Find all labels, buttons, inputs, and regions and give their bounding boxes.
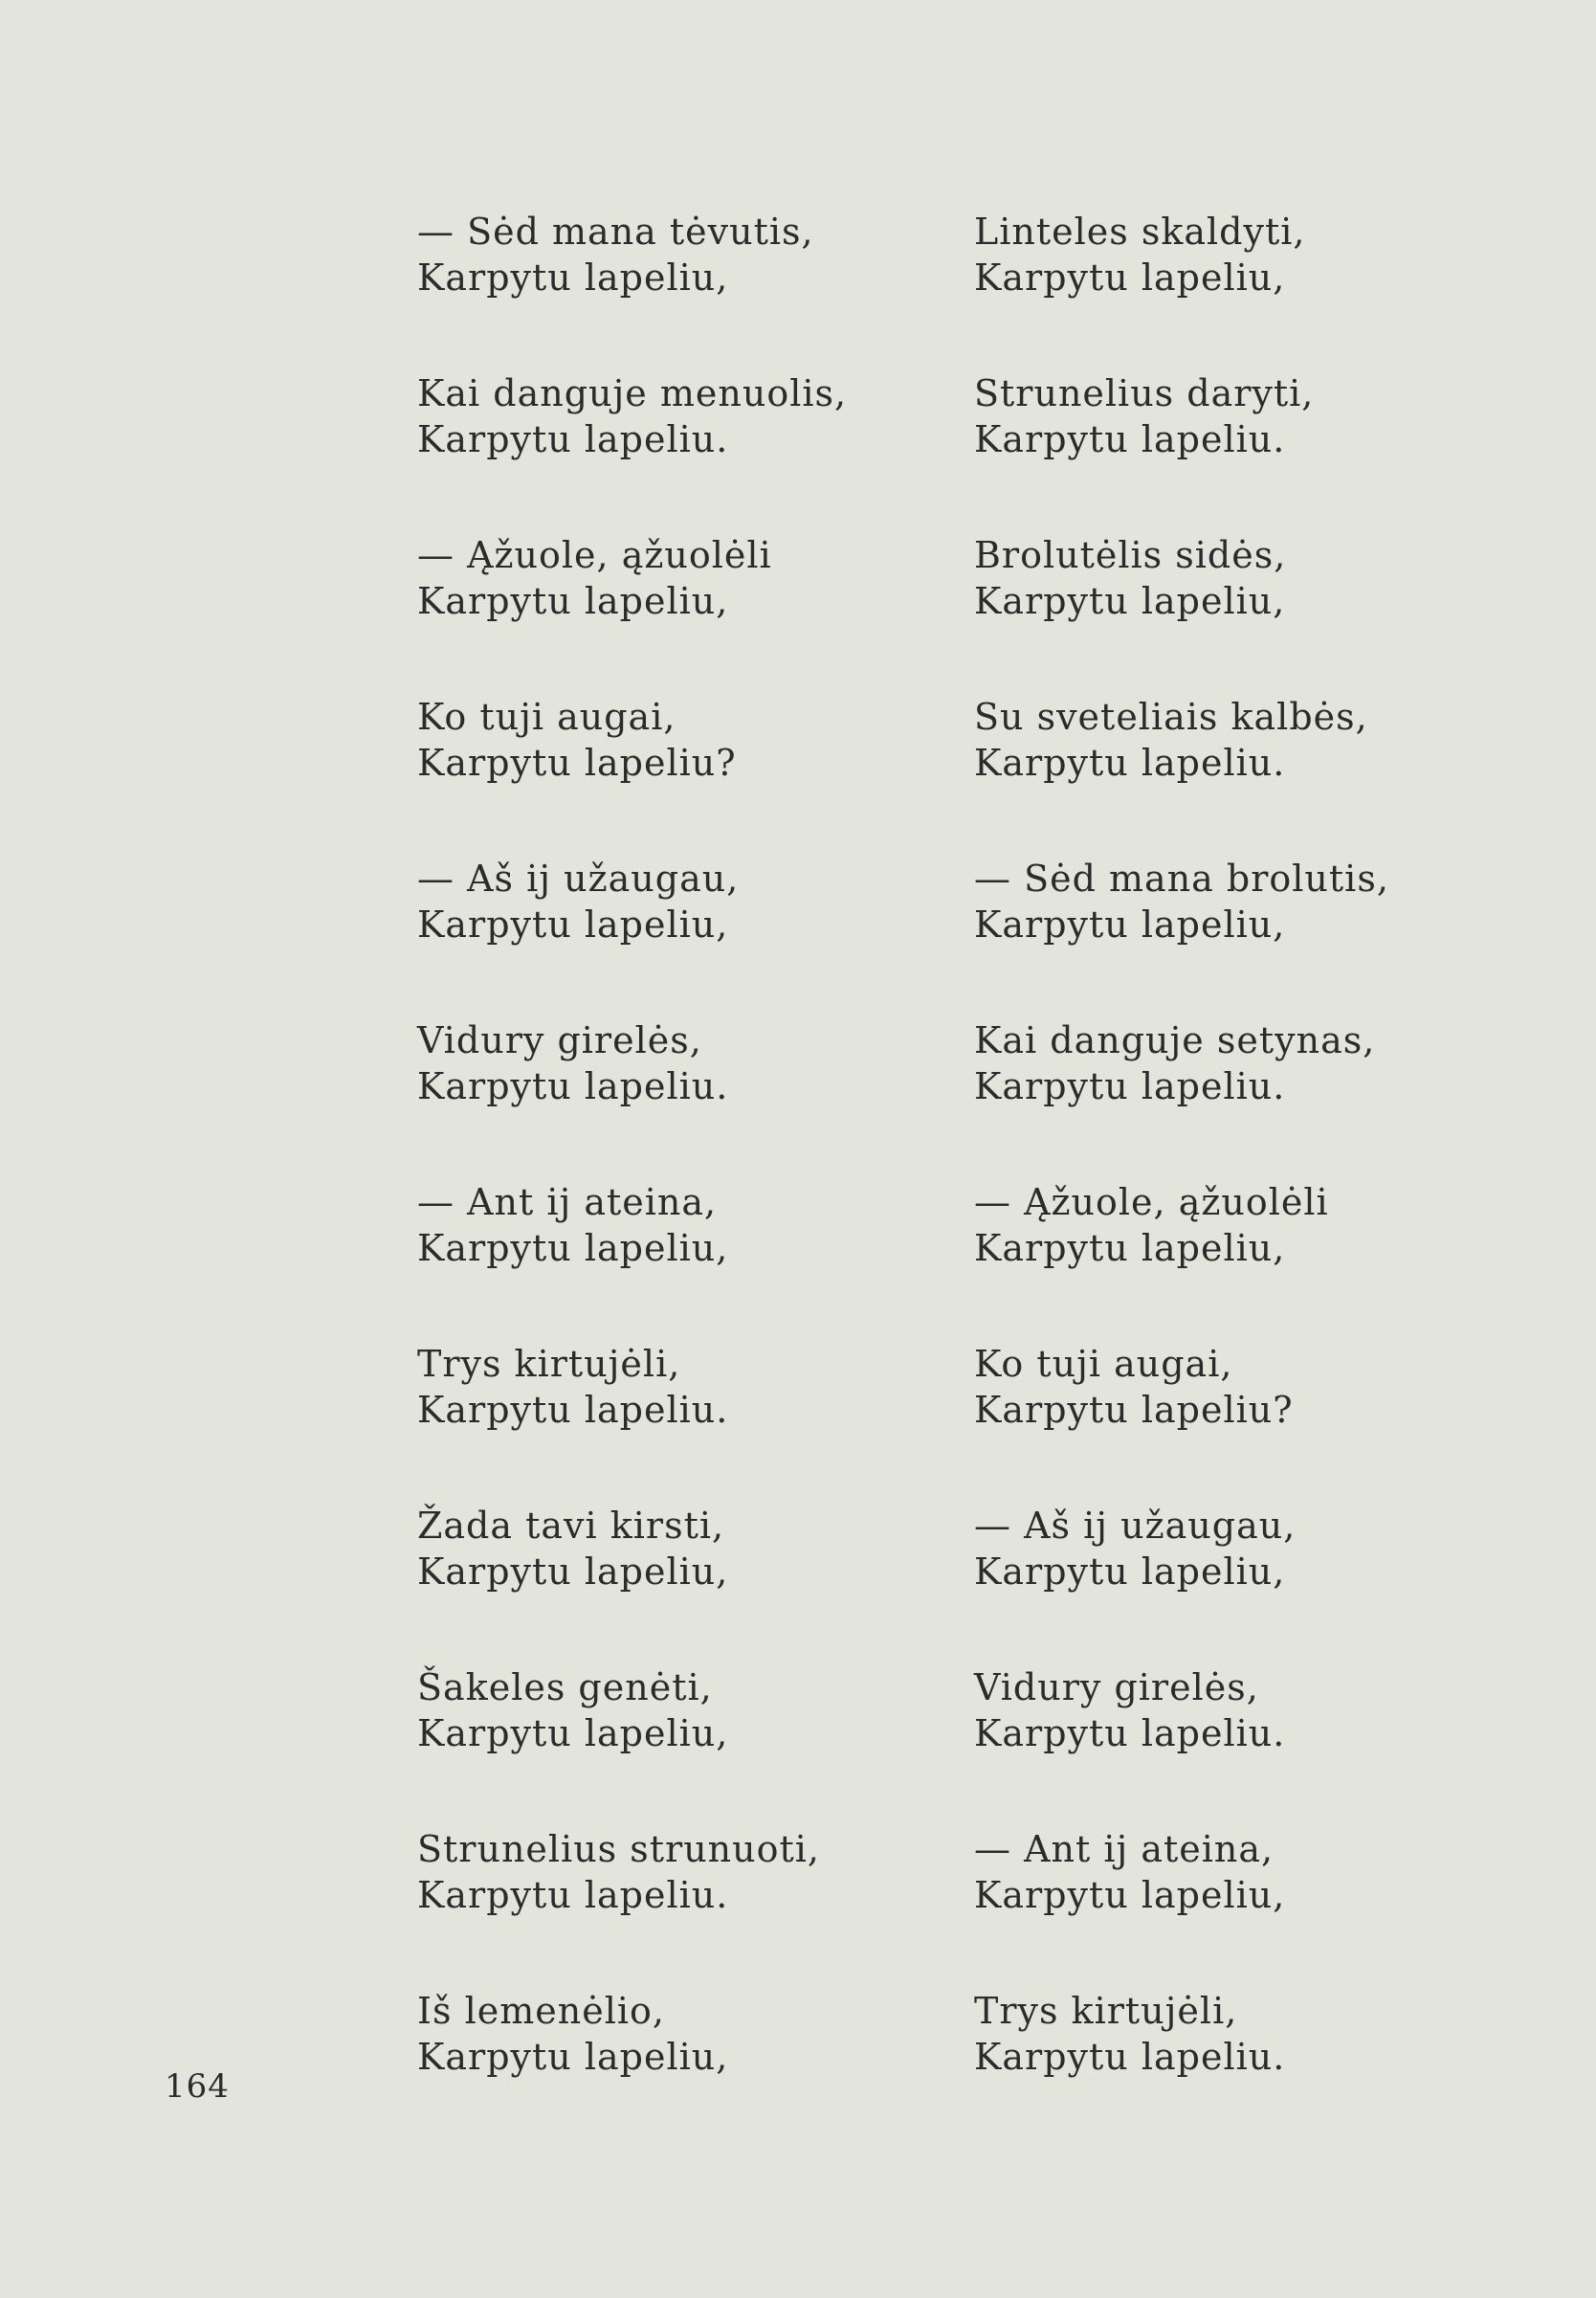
stanza <box>974 370 1389 532</box>
stanza <box>974 1988 1389 2150</box>
verse-line: Karpytu lapeliu. <box>974 418 1286 460</box>
verse-line: Su sveteliais kalbės, <box>974 696 1368 738</box>
stanza <box>417 1826 847 1988</box>
right-column <box>974 209 1389 2150</box>
stanza <box>974 1664 1389 1826</box>
verse-line: Karpytu lapeliu. <box>417 1065 729 1107</box>
stanza <box>417 856 847 1017</box>
stanza <box>974 694 1389 856</box>
verse-line: Karpytu lapeliu? <box>417 742 737 784</box>
stanza <box>974 1179 1389 1341</box>
verse-line: Karpytu lapeliu, <box>417 1712 729 1754</box>
stanza <box>417 1341 847 1503</box>
verse-line: Karpytu lapeliu, <box>417 1551 729 1593</box>
verse-line: — Aš ij užaugau, <box>417 858 740 900</box>
stanza <box>974 1017 1389 1179</box>
stanza <box>417 1503 847 1664</box>
verse-line: Karpytu lapeliu? <box>974 1389 1294 1431</box>
verse-line: Ko tuji augai, <box>417 696 676 738</box>
verse-line: Karpytu lapeliu, <box>974 580 1286 622</box>
verse-line: Kai danguje setynas, <box>974 1019 1376 1061</box>
verse-line: Linteles skaldyti, <box>974 211 1306 253</box>
stanza <box>417 1664 847 1826</box>
verse-line: Vidury girelės, <box>417 1019 702 1061</box>
verse-line: Karpytu lapeliu, <box>417 904 729 946</box>
verse-line: Karpytu lapeliu. <box>974 1065 1286 1107</box>
verse-line: Karpytu lapeliu. <box>974 2036 1286 2078</box>
verse-line: Šakeles genėti, <box>417 1666 713 1708</box>
verse-line: — Sėd mana tėvutis, <box>417 211 814 253</box>
verse-line: Karpytu lapeliu, <box>974 1874 1286 1916</box>
verse-line: Karpytu lapeliu. <box>974 1712 1286 1754</box>
verse-line: Iš lemenėlio, <box>417 1990 665 2032</box>
verse-line: Karpytu lapeliu. <box>417 1874 729 1916</box>
verse-line: Karpytu lapeliu, <box>417 1227 729 1269</box>
verse-line: — Aš ij užaugau, <box>974 1505 1297 1547</box>
stanza <box>417 209 847 370</box>
stanza <box>974 1503 1389 1664</box>
verse-line: Karpytu lapeliu, <box>417 2036 729 2078</box>
verse-line: Karpytu lapeliu, <box>974 257 1286 299</box>
verse-line: Brolutėlis sidės, <box>974 534 1287 576</box>
verse-line: Trys kirtujėli, <box>417 1343 681 1385</box>
stanza <box>974 1826 1389 1988</box>
verse-line: Karpytu lapeliu, <box>974 1227 1286 1269</box>
stanza <box>974 1341 1389 1503</box>
verse-line: Karpytu lapeliu. <box>417 418 729 460</box>
stanza <box>974 856 1389 1017</box>
stanza <box>417 1017 847 1179</box>
verse-line: Karpytu lapeliu. <box>974 742 1286 784</box>
verse-line: Žada tavi kirsti, <box>417 1505 725 1547</box>
verse-line: Vidury girelės, <box>974 1666 1259 1708</box>
verse-line: Trys kirtujėli, <box>974 1990 1238 2032</box>
verse-line: — Ąžuole, ąžuolėli <box>974 1181 1329 1223</box>
stanza <box>417 532 847 694</box>
stanza <box>417 1988 847 2150</box>
page-number: 164 <box>165 2067 230 2106</box>
verse-line: Karpytu lapeliu, <box>974 1551 1286 1593</box>
verse-line: — Ant ij ateina, <box>974 1828 1275 1870</box>
verse-line: — Sėd mana brolutis, <box>974 858 1389 900</box>
verse-line: — Ant ij ateina, <box>417 1181 718 1223</box>
verse-line: Strunelius daryti, <box>974 372 1315 414</box>
verse-line: Karpytu lapeliu, <box>417 257 729 299</box>
stanza <box>417 370 847 532</box>
stanza <box>974 209 1389 370</box>
verse-line: Karpytu lapeliu. <box>417 1389 729 1431</box>
verse-line: Karpytu lapeliu, <box>417 580 729 622</box>
stanza <box>417 1179 847 1341</box>
left-column <box>417 209 847 2150</box>
verse-line: Kai danguje menuolis, <box>417 372 848 414</box>
stanza <box>417 694 847 856</box>
verse-line: — Ąžuole, ąžuolėli <box>417 534 772 576</box>
verse-line: Strunelius strunuoti, <box>417 1828 821 1870</box>
verse-line: Ko tuji augai, <box>974 1343 1233 1385</box>
verse-line: Karpytu lapeliu, <box>974 904 1286 946</box>
stanza <box>974 532 1389 694</box>
